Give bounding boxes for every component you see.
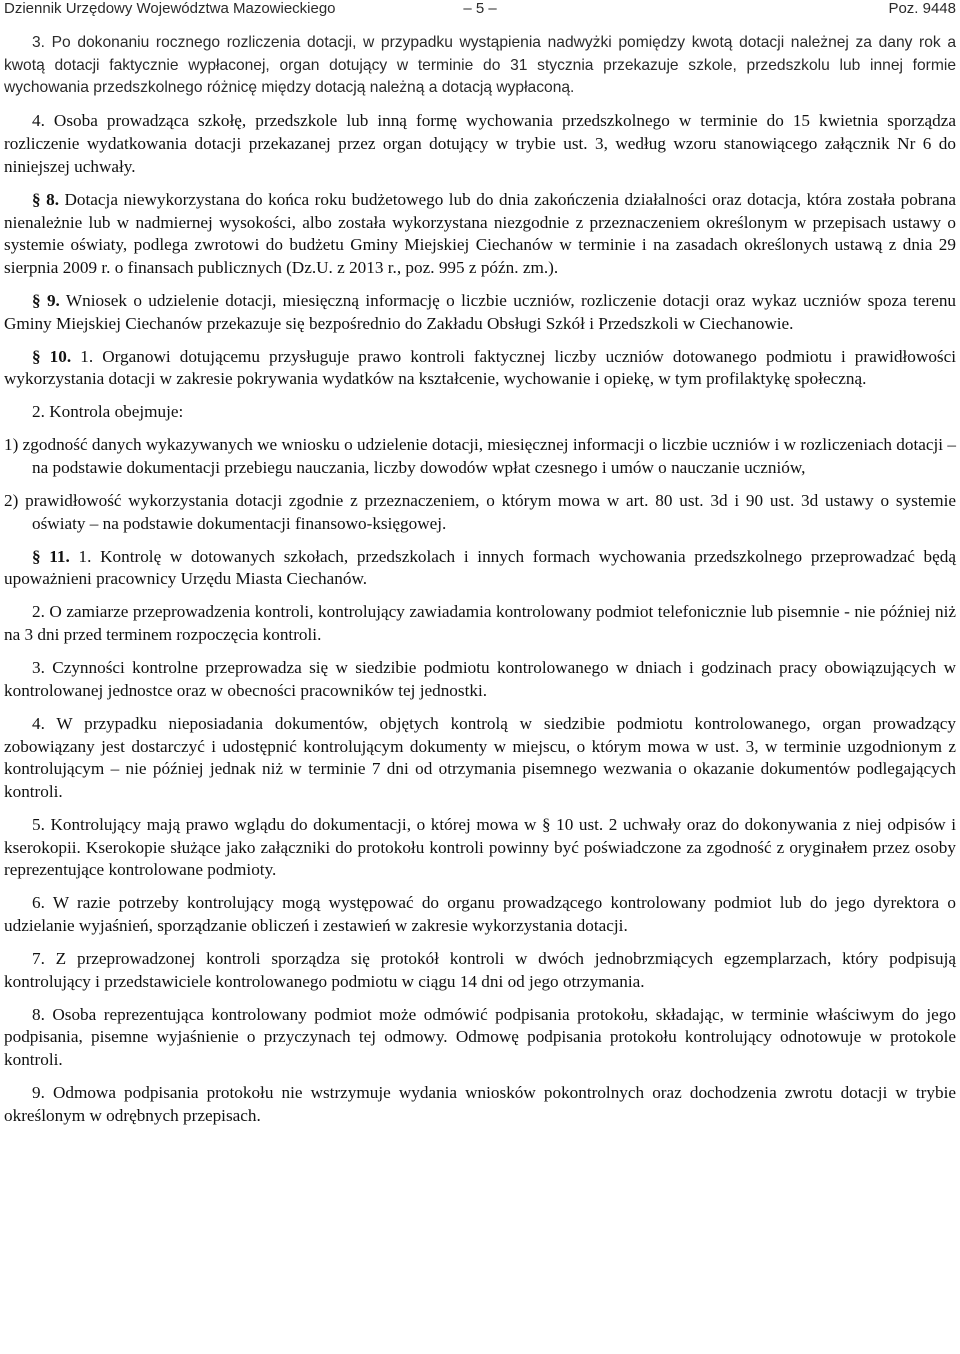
section-number: § 9. — [32, 290, 60, 310]
paragraph-7-3 — [4, 32, 956, 100]
paragraph-7-4 — [4, 110, 956, 178]
paragraph-text: 1. Organowi dotującemu przysługuje prawo kontroli faktycznej liczby uczniów dotowanego podmiotu i prawidłowości wykorzystania dotacji w zakresie pokrywania wydatków na kształcenie, wychowanie i opiekę, w tym profilaktykę społeczną. — [4, 346, 957, 389]
journal-title: Dziennik Urzędowy Województwa Mazowieckiego — [4, 0, 336, 17]
paragraph-text: 3. Po dokonaniu rocznego rozliczenia dotacji, w przypadku wystąpienia nadwyżki pomiędzy kwotą dotacji należnej za dany rok a kwotą dotacji faktycznie wypłaconej, organ dotujący w terminie do 31 stycznia przekazuje szkole, przedszkolu lub innej formie wychowania przedszkolnego różnicę między dotacją należną a dotacją wypłaconą. — [4, 34, 956, 97]
section-8 — [4, 189, 956, 280]
section-9 — [4, 290, 956, 335]
paragraph-11-3 — [4, 657, 956, 702]
paragraph-11-2 — [4, 601, 956, 646]
paragraph-text: Wniosek o udzielenie dotacji, miesięczną informację o liczbie uczniów, rozliczenie dotacji oraz wykaz uczniów spoza terenu Gminy Miejskiej Ciechanów przekazuje się bezpośrednio do Zakładu Obsługi Szkół i Przedszkoli w Ciechanowie. — [4, 290, 957, 333]
paragraph-text: 6. W razie potrzeby kontrolujący mogą występować do organu prowadzącego kontrolowany podmiot lub do jego dyrektora o udzielanie wyjaśnień, sporządzanie obliczeń i zestawień w zakresie wykorzystania dotacji. — [4, 893, 956, 936]
paragraph-11-8 — [4, 1004, 956, 1072]
list-item — [4, 434, 956, 479]
list-item-text: 1) zgodność danych wykazywanych we wniosku o udzielenie dotacji, miesięcznej informacji o liczbie uczniów i w rozliczeniach dotacji – na podstawie dokumentacji przebiegu nauczania, liczby dowodów wpłat czesnego i umów o nauczanie uczniów, — [4, 435, 956, 478]
section-number: § 8. — [32, 189, 59, 209]
document-body — [4, 32, 956, 1138]
section-number: § 10. — [32, 346, 72, 366]
paragraph-text: 4. Osoba prowadząca szkołę, przedszkole lub inną formę wychowania przedszkolnego w terminie do 15 kwietnia sporządza rozliczenie wydatkowania dotacji przekazanej przez organ dotujący w trybie ust. 3, według wzoru stanowiącego załącznik Nr 6 do niniejszej uchwały. — [4, 111, 956, 176]
paragraph-text: 8. Osoba reprezentująca kontrolowany podmiot może odmówić podpisania protokołu, składając, w terminie właściwym do jego podpisania, pisemne wyjaśnienie o przyczynach tej odmowy. Odmowę podpisania protokołu kontrolujący odnotowuje w protokole kontroli. — [4, 1004, 956, 1070]
paragraph-11-7 — [4, 948, 956, 993]
paragraph-text: 2. Kontrola obejmuje: — [32, 402, 184, 422]
page-header — [4, 0, 956, 22]
paragraph-text: 7. Z przeprowadzonej kontroli sporządza się protokół kontroli w dwóch jednobrzmiących egzemplarzach, który podpisują kontrolujący i przedstawiciele kontrolowanego podmiotu w ciągu 14 dni od jego otrzymania. — [4, 949, 956, 991]
section-10 — [4, 346, 956, 391]
position-number: Poz. 9448 — [888, 0, 956, 17]
section-number: § 11. — [32, 546, 70, 566]
paragraph-11-5 — [4, 814, 956, 882]
list-item-text: 2) prawidłowość wykorzystania dotacji zgodnie z przeznaczeniem, o którym mowa w art. 80 ust. 3d i 90 ust. 3d ustawy o systemie oświaty – na podstawie dokumentacji finansowo-księgowej. — [4, 491, 956, 533]
list-item — [4, 490, 956, 535]
paragraph-11-9 — [4, 1082, 956, 1127]
page-number: – 5 – — [463, 0, 497, 17]
paragraph-text: 4. W przypadku nieposiadania dokumentów, objętych kontrolą w siedzibie podmiotu kontrolowanego, organ prowadzący zobowiązany jest dostarczyć i udostępnić kontrolującym dokumenty w miejscu, o którym mowa w ust. 3, w terminie uzgodnionym z kontrolującym – nie później jednak niż w terminie 7 dni od otrzymania pisemnego wezwania o okazanie dokumentów podlegających kontroli. — [4, 713, 956, 801]
paragraph-11-4 — [4, 713, 956, 804]
paragraph-text: 5. Kontrolujący mają prawo wglądu do dokumentacji, o której mowa w § 10 ust. 2 uchwały oraz do dokonywania z niej odpisów i kserokopii. Kserokopie służące jako załączniki do protokołu kontroli powinny być poświadczone za zgodność z oryginałem przez osoby reprezentujące kontrolowane podmioty. — [4, 814, 956, 880]
paragraph-text: 1. Kontrolę w dotowanych szkołach, przedszkolach i innych formach wychowania przedszkolnego przeprowadzać będą upoważnieni pracownicy Urzędu Miasta Ciechanów. — [4, 546, 956, 589]
paragraph-text: Dotacja niewykorzystana do końca roku budżetowego lub do dnia zakończenia działalności oraz dotacja, która została pobrana nienależnie lub w nadmiernej wysokości, albo została wykorzystana niezgodnie z przeznaczeniem określonym w przepisach ustawy o systemie oświaty, podlega zwrotowi do budżetu Gminy Miejskiej Ciechanów w terminie i na zasadach określonych ustawą z dnia 29 sierpnia 2009 r. o finansach publicznych (Dz.U. z 2013 r., poz. 995 z późn. zm.). — [4, 189, 956, 277]
paragraph-text: 2. O zamiarze przeprowadzenia kontroli, kontrolujący zawiadamia kontrolowany podmiot telefonicznie lub pisemnie - nie później niż na 3 dni przed terminem rozpoczęcia kontroli. — [4, 602, 956, 645]
paragraph-text: 3. Czynności kontrolne przeprowadza się w siedzibie podmiotu kontrolowanego w dniach i godzinach pracy obowiązujących w kontrolowanej jednostce oraz w obecności pracowników tej jednostki. — [4, 658, 956, 700]
section-11 — [4, 546, 956, 591]
paragraph-10-2 — [4, 401, 956, 424]
paragraph-text: 9. Odmowa podpisania protokołu nie wstrzymuje wydania wniosków pokontrolnych oraz dochodzenia zwrotu dotacji w trybie określonym w odrębnych przepisach. — [4, 1083, 956, 1125]
paragraph-11-6 — [4, 892, 956, 937]
